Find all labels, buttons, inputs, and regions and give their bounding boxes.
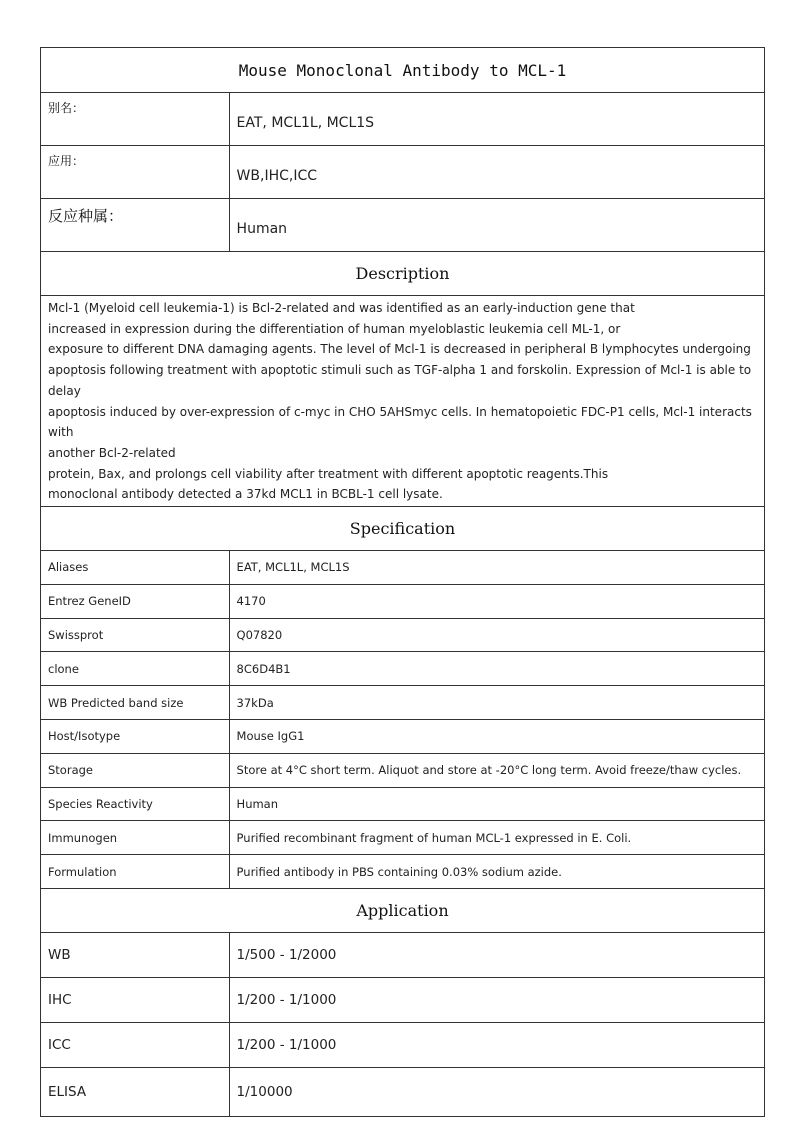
spec-row-formulation [41, 855, 765, 889]
spec-value: Store at 4°C short term. Aliquot and store at -20°C long term. Avoid freeze/thaw cycles. [229, 753, 764, 787]
app-row-wb [41, 933, 765, 978]
spec-row-band-size [41, 686, 765, 720]
spec-value: 4170 [229, 584, 764, 618]
spec-row-swissprot [41, 618, 765, 652]
description-heading: Description [41, 252, 765, 296]
app-label: WB [41, 933, 230, 978]
description-line: apoptosis following treatment with apoptotic stimuli such as TGF-alpha 1 and forskolin. Expression of Mcl-1 is able to delay [48, 363, 752, 398]
description-line: apoptosis induced by over-expression of c-myc in CHO 5AHSmyc cells. In hematopoietic FDC-P1 cells, Mcl-1 interacts with [48, 404, 752, 440]
spec-label: Storage [41, 753, 230, 787]
meta-value-reactivity: Human [229, 199, 764, 252]
application-heading: Application [41, 889, 765, 933]
spec-value: Purified antibody in PBS containing 0.03% sodium azide. [229, 855, 764, 889]
app-value: 1/200 - 1/1000 [229, 1023, 764, 1068]
app-value: 1/200 - 1/1000 [229, 978, 764, 1023]
description-text [41, 296, 765, 507]
description-line: protein, Bax, and prolongs cell viability after treatment with different apoptotic reagents.This [48, 466, 609, 481]
specification-heading: Specification [41, 507, 765, 551]
product-title: Mouse Monoclonal Antibody to MCL-1 [41, 48, 765, 93]
description-line: increased in expression during the differentiation of human myeloblastic leukemia cell ML-1, or [48, 321, 621, 336]
description-line: another Bcl-2-related [48, 445, 176, 460]
spec-label: Formulation [41, 855, 230, 889]
meta-label-application: 应用： [41, 146, 230, 199]
description-line: exposure to different DNA damaging agents. The level of Mcl-1 is decreased in peripheral B lymphocytes undergoing [48, 342, 751, 357]
app-row-icc [41, 1023, 765, 1068]
meta-row-reactivity [41, 199, 765, 252]
spec-row-aliases [41, 551, 765, 585]
app-label: ELISA [41, 1068, 230, 1117]
spec-label: Host/Isotype [41, 720, 230, 754]
app-value: 1/10000 [229, 1068, 764, 1117]
description-line: Mcl-1 (Myeloid cell leukemia-1) is Bcl-2-related and was identified as an early-induction gene that [48, 301, 635, 315]
meta-value-alias: EAT, MCL1L, MCL1S [229, 93, 764, 146]
spec-label: Swissprot [41, 618, 230, 652]
spec-label: clone [41, 652, 230, 686]
app-value: 1/500 - 1/2000 [229, 933, 764, 978]
spec-value: EAT, MCL1L, MCL1S [229, 551, 764, 585]
meta-label-alias: 别名： [41, 93, 230, 146]
spec-row-immunogen [41, 821, 765, 855]
spec-label: Entrez GeneID [41, 584, 230, 618]
spec-value: 8C6D4B1 [229, 652, 764, 686]
spec-row-clone [41, 652, 765, 686]
spec-value: Mouse IgG1 [229, 720, 764, 754]
spec-row-host [41, 720, 765, 754]
datasheet-table [40, 47, 765, 1117]
spec-value: Human [229, 787, 764, 821]
meta-row-application [41, 146, 765, 199]
spec-row-storage [41, 753, 765, 787]
spec-value: Purified recombinant fragment of human MCL-1 expressed in E. Coli. [229, 821, 764, 855]
app-label: ICC [41, 1023, 230, 1068]
description-line: monoclonal antibody detected a 37kd MCL1 in BCBL-1 cell lysate. [48, 487, 443, 502]
spec-label: WB Predicted band size [41, 686, 230, 720]
spec-row-entrez [41, 584, 765, 618]
spec-label: Species Reactivity [41, 787, 230, 821]
spec-label: Immunogen [41, 821, 230, 855]
spec-value: Q07820 [229, 618, 764, 652]
spec-row-species [41, 787, 765, 821]
meta-value-application: WB,IHC,ICC [229, 146, 764, 199]
spec-value: 37kDa [229, 686, 764, 720]
app-row-elisa [41, 1068, 765, 1117]
meta-row-alias [41, 93, 765, 146]
app-label: IHC [41, 978, 230, 1023]
meta-label-reactivity: 反应种属： [41, 199, 230, 252]
app-row-ihc [41, 978, 765, 1023]
spec-label: Aliases [41, 551, 230, 585]
